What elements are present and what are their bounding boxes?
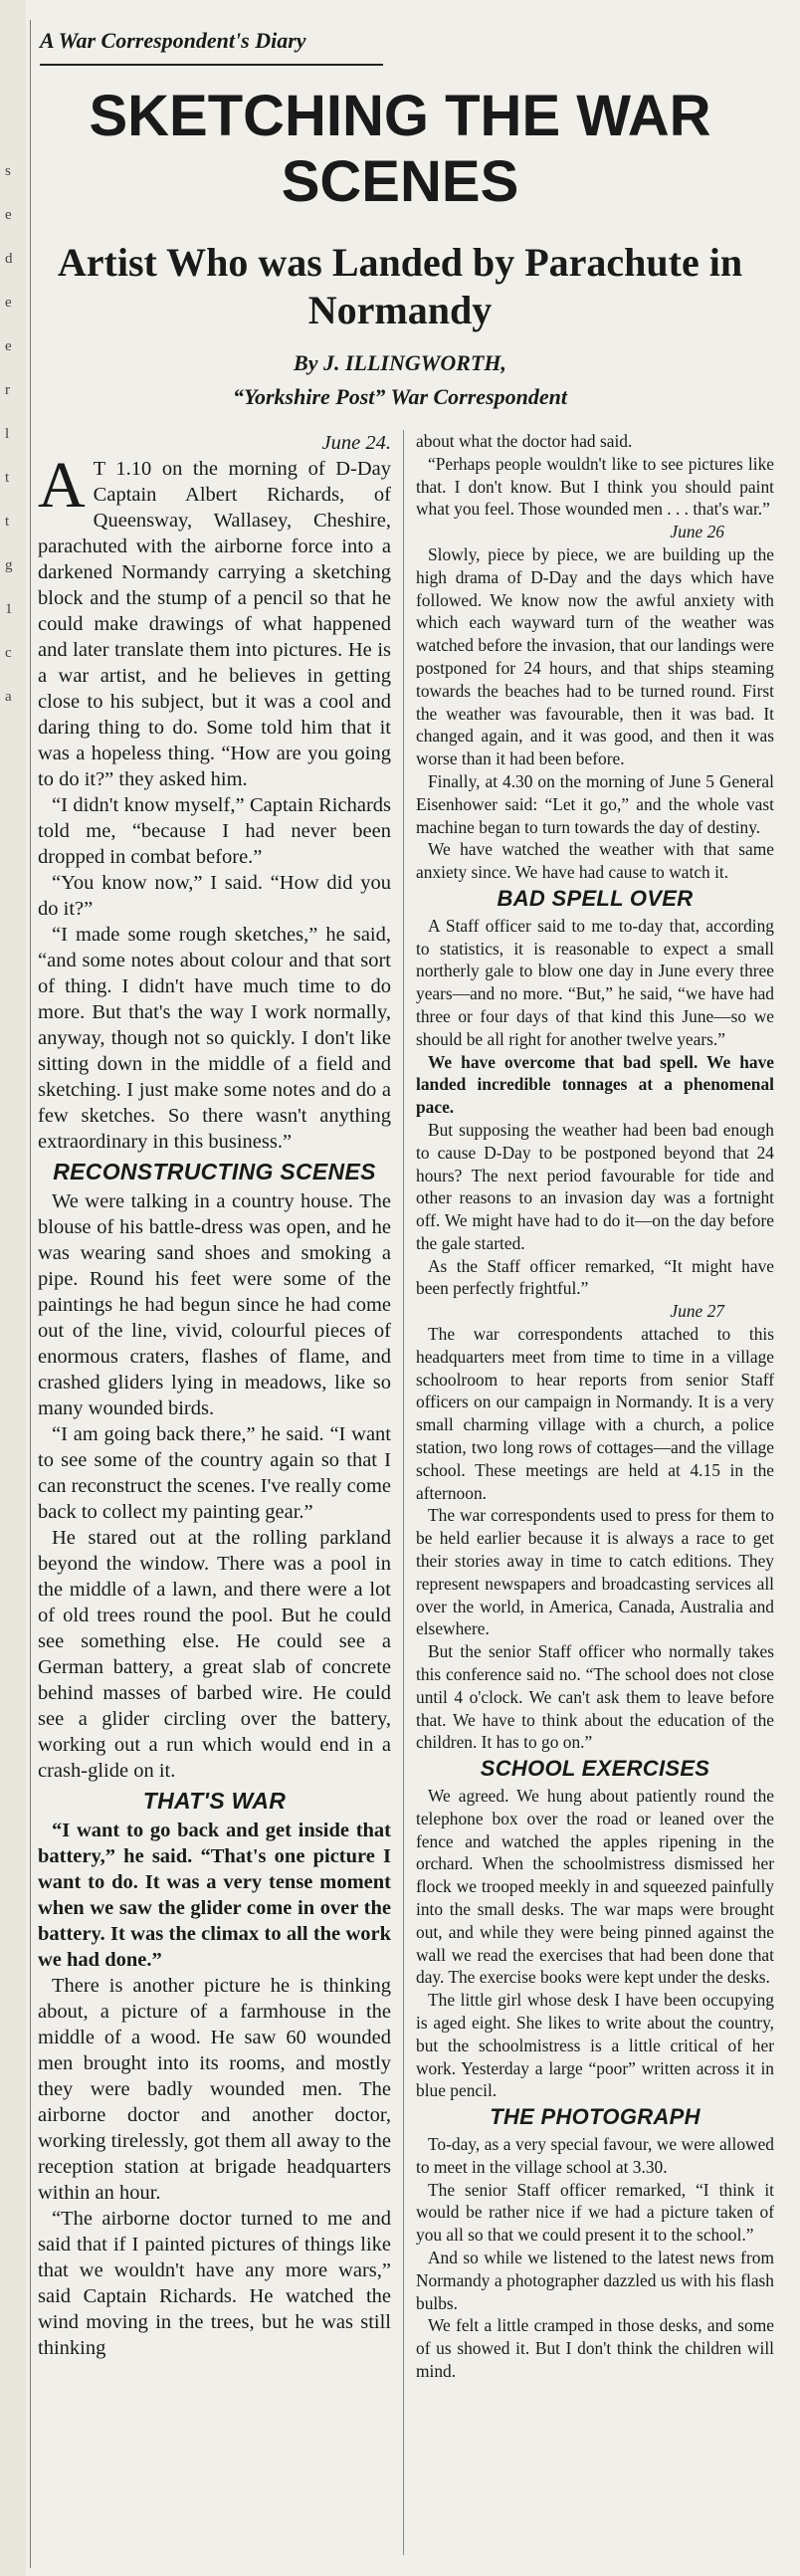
article-paragraph bbox=[38, 449, 391, 792]
article-paragraph: The little girl whose desk I have been occupying is aged eight. She likes to write about the country, but the schoolmistress is a little critical of her work. Yesterday a large “poor” written across it in blue pencil. bbox=[416, 1990, 774, 2101]
article-paragraph: We have overcome that bad spell. We have landed incredible tonnages at a phenomenal pace. bbox=[416, 1051, 774, 1118]
paragraph-text: T 1.10 on the morning of D-Day Captain Albert Richards, of Queensway, Wallasey, Cheshire, parachuted with the airborne force into a darkened Normandy carrying a sketching block and the stump of a pencil so that he could make drawings of what happened and later translate them into pictures. He is a war artist, and he believes in getting close to his subject, but it was a cool and daring thing to do. Some told him that it was a hopeless thing. “How are you going to do it?” they asked him. bbox=[38, 458, 391, 790]
column-divider bbox=[403, 430, 404, 2555]
article-paragraph: We have watched the weather with that same anxiety since. We have had cause to watch it. bbox=[416, 839, 774, 883]
section-heading: SCHOOL EXERCISES bbox=[480, 1756, 710, 1782]
margin-letter: d bbox=[5, 251, 13, 267]
margin-letter: s bbox=[5, 163, 11, 179]
article-paragraph: But the senior Staff officer who normally takes this conference said no. “The school does not close until 4 o'clock. We can't ask them to leave before that. We have to think about the education of the children. It has to go on.” bbox=[416, 1641, 774, 1753]
article-paragraph: “I want to go back and get inside that battery,” he said. “That's one picture I want to do. It was a very tense moment when we saw the glider come in over the battery. It was the climax to all the work we had done.” bbox=[38, 1820, 391, 1971]
margin-letter: e bbox=[5, 295, 12, 311]
article-paragraph: Slowly, piece by piece, we are building up the high drama of D-Day and the days which have followed. We know now the awful anxiety with which each wayward turn of the weather was watched before the invasion, that our landings were postponed for 24 hours, and that ships steaming towards the beaches had to be turned round. First the weather was favourable, then it was bad. It changed again, and it was good, and then it was worse than it had been before. bbox=[416, 543, 774, 769]
section-heading: BAD SPELL OVER bbox=[497, 885, 694, 911]
margin-letter: t bbox=[5, 514, 10, 530]
margin-letter: 1 bbox=[5, 601, 13, 617]
dateline: June 24. bbox=[321, 432, 391, 454]
section-heading: RECONSTRUCTING SCENES bbox=[53, 1159, 376, 1184]
margin-letter: l bbox=[5, 426, 10, 442]
margin-letter: a bbox=[5, 689, 12, 705]
article-paragraph: The war correspondents attached to this headquarters meet from time to time in a village schoolroom to hear reports from senior Staff officers on our campaign in Normandy. It is a very small charming village with a church, a police station, two long rows of cottages—and the village school. These meetings are held at 4.15 in the afternoon. bbox=[416, 1324, 774, 1503]
article-paragraph: “Perhaps people wouldn't like to see pictures like that. I don't know. But I think you should paint what you feel. Those wounded men . . . that's war.” bbox=[416, 453, 774, 520]
sub-headline: Artist Who was Landed by Parachute in Normandy bbox=[57, 240, 743, 332]
margin-letter: e bbox=[5, 338, 12, 354]
section-kicker: A War Correspondent's Diary bbox=[40, 28, 306, 53]
article-column-right bbox=[416, 430, 774, 2383]
article-paragraph: “I didn't know myself,” Captain Richards told me, “because I had never been dropped in combat before.” bbox=[38, 794, 391, 868]
margin-letter: g bbox=[5, 557, 13, 573]
article-paragraph: “I made some rough sketches,” he said, “and some notes about colour and that sort of thing. I didn't have much time to do more. But that's the way I work normally, anyway, though not so quickly. I don't like sitting down in the middle of a field and sketching. I just make some notes and do a few sketches. So there wasn't anything extraordinary in this business.” bbox=[38, 924, 391, 1153]
dateline: June 26 bbox=[670, 522, 724, 542]
page-headline: SKETCHING THE WAR SCENES bbox=[89, 84, 711, 214]
article-paragraph: But supposing the weather had been bad enough to cause D-Day to be postponed beyond that 24 hours? The next period favourable for tide and other reasons to an invasion day was a fortnight off. We might have had to do it—on the day before the gale started. bbox=[416, 1119, 774, 1253]
article-paragraph: “I am going back there,” he said. “I want to see some of the country again so that I can reconstruct the scenes. I've really come back to collect my painting gear.” bbox=[38, 1423, 391, 1523]
left-border-rule bbox=[30, 20, 31, 2568]
drop-cap: A bbox=[38, 449, 86, 522]
article-paragraph: The senior Staff officer remarked, “I think it would be rather nice if we had a picture taken of you all so that we could present it to the school.” bbox=[416, 2179, 774, 2246]
article-paragraph: We felt a little cramped in those desks, and some of us showed it. But I don't think the children will mind. bbox=[416, 2315, 774, 2381]
article-paragraph: “You know now,” I said. “How did you do it?” bbox=[38, 872, 391, 920]
article-paragraph: There is another picture he is thinking about, a picture of a farmhouse in the middle of a wood. He saw 60 wounded men brought into its rooms, and mostly they were badly wounded men. The airborne doctor and another doctor, working tirelessly, got them all away to the reception station at brigade headquarters within an hour. bbox=[38, 1975, 391, 2204]
article-paragraph: Finally, at 4.30 on the morning of June 5 General Eisenhower said: “Let it go,” and the whole vast machine began to turn towards the day of destiny. bbox=[416, 770, 774, 837]
article-paragraph: about what the doctor had said. bbox=[416, 431, 633, 451]
kicker-underline bbox=[40, 64, 383, 66]
article-paragraph: As the Staff officer remarked, “It might have been perfectly frightful.” bbox=[416, 1255, 774, 1299]
article-paragraph: “The airborne doctor turned to me and said that if I painted pictures of things like that we wouldn't have any more wars,” said Captain Richards. He watched the wind moving in the trees, but he was still thinking bbox=[38, 2208, 391, 2359]
dateline: June 27 bbox=[670, 1301, 724, 1322]
margin-letter: t bbox=[5, 470, 10, 486]
article-paragraph: The war correspondents used to press for them to be held earlier because it is always a race to get their stories away in time to catch editions. They represent newspapers and broadcasting services all over the world, in America, Canada, Australia and elsewhere. bbox=[416, 1505, 774, 1639]
article-paragraph: To-day, as a very special favour, we were allowed to meet in the village school at 3.30. bbox=[416, 2133, 774, 2177]
margin-letter: c bbox=[5, 645, 12, 661]
article-paragraph: And so while we listened to the latest news from Normandy a photographer dazzled us with his flash bulbs. bbox=[416, 2247, 774, 2313]
adjacent-column-letters bbox=[5, 149, 19, 719]
article-paragraph: We agreed. We hung about patiently round the telephone box over the road or leaned over the fence and watched the apples ripening in the orchard. When the schoolmistress dismissed her flock we trooped meekly in and squeezed painfully into the small desks. The war maps were brought out, and while they were being pinned against the wall we read the exercises that had been done that day. The exercise books were kept under the desks. bbox=[416, 1786, 774, 1988]
section-heading: THAT'S WAR bbox=[142, 1788, 287, 1814]
byline-credit: “Yorkshire Post” War Correspondent bbox=[233, 384, 567, 409]
margin-letter: r bbox=[5, 382, 10, 398]
byline: By J. ILLINGWORTH, bbox=[294, 350, 506, 375]
article-paragraph: He stared out at the rolling parkland beyond the window. There was a pool in the middle of a lawn, and there were a lot of old trees round the pool. But he could see something else. He could see a German battery, a great slab of concrete behind masses of barbed wire. He could see a glider circling over the battery, working out a run which would end in a crash-glide on it. bbox=[38, 1527, 391, 1782]
article-paragraph: We were talking in a country house. The blouse of his battle-dress was open, and he was wearing sand shoes and smoking a pipe. Round his feet were some of the paintings he had begun since he had come out of the line, vivid, colourful pieces of enormous craters, flashes of flame, and crashed gliders lying in meadows, like so many wounded birds. bbox=[38, 1190, 391, 1419]
article-column-left bbox=[38, 430, 391, 2361]
margin-letter: e bbox=[5, 207, 12, 223]
section-heading: THE PHOTOGRAPH bbox=[490, 2104, 700, 2130]
article-paragraph: A Staff officer said to me to-day that, according to statistics, it is reasonable to expect a small northerly gale to blow one day in June every three years—and no more. “But,” he said, “we have had three or four days of that kind this June—so we should be all right for another twelve years.” bbox=[416, 915, 774, 1049]
